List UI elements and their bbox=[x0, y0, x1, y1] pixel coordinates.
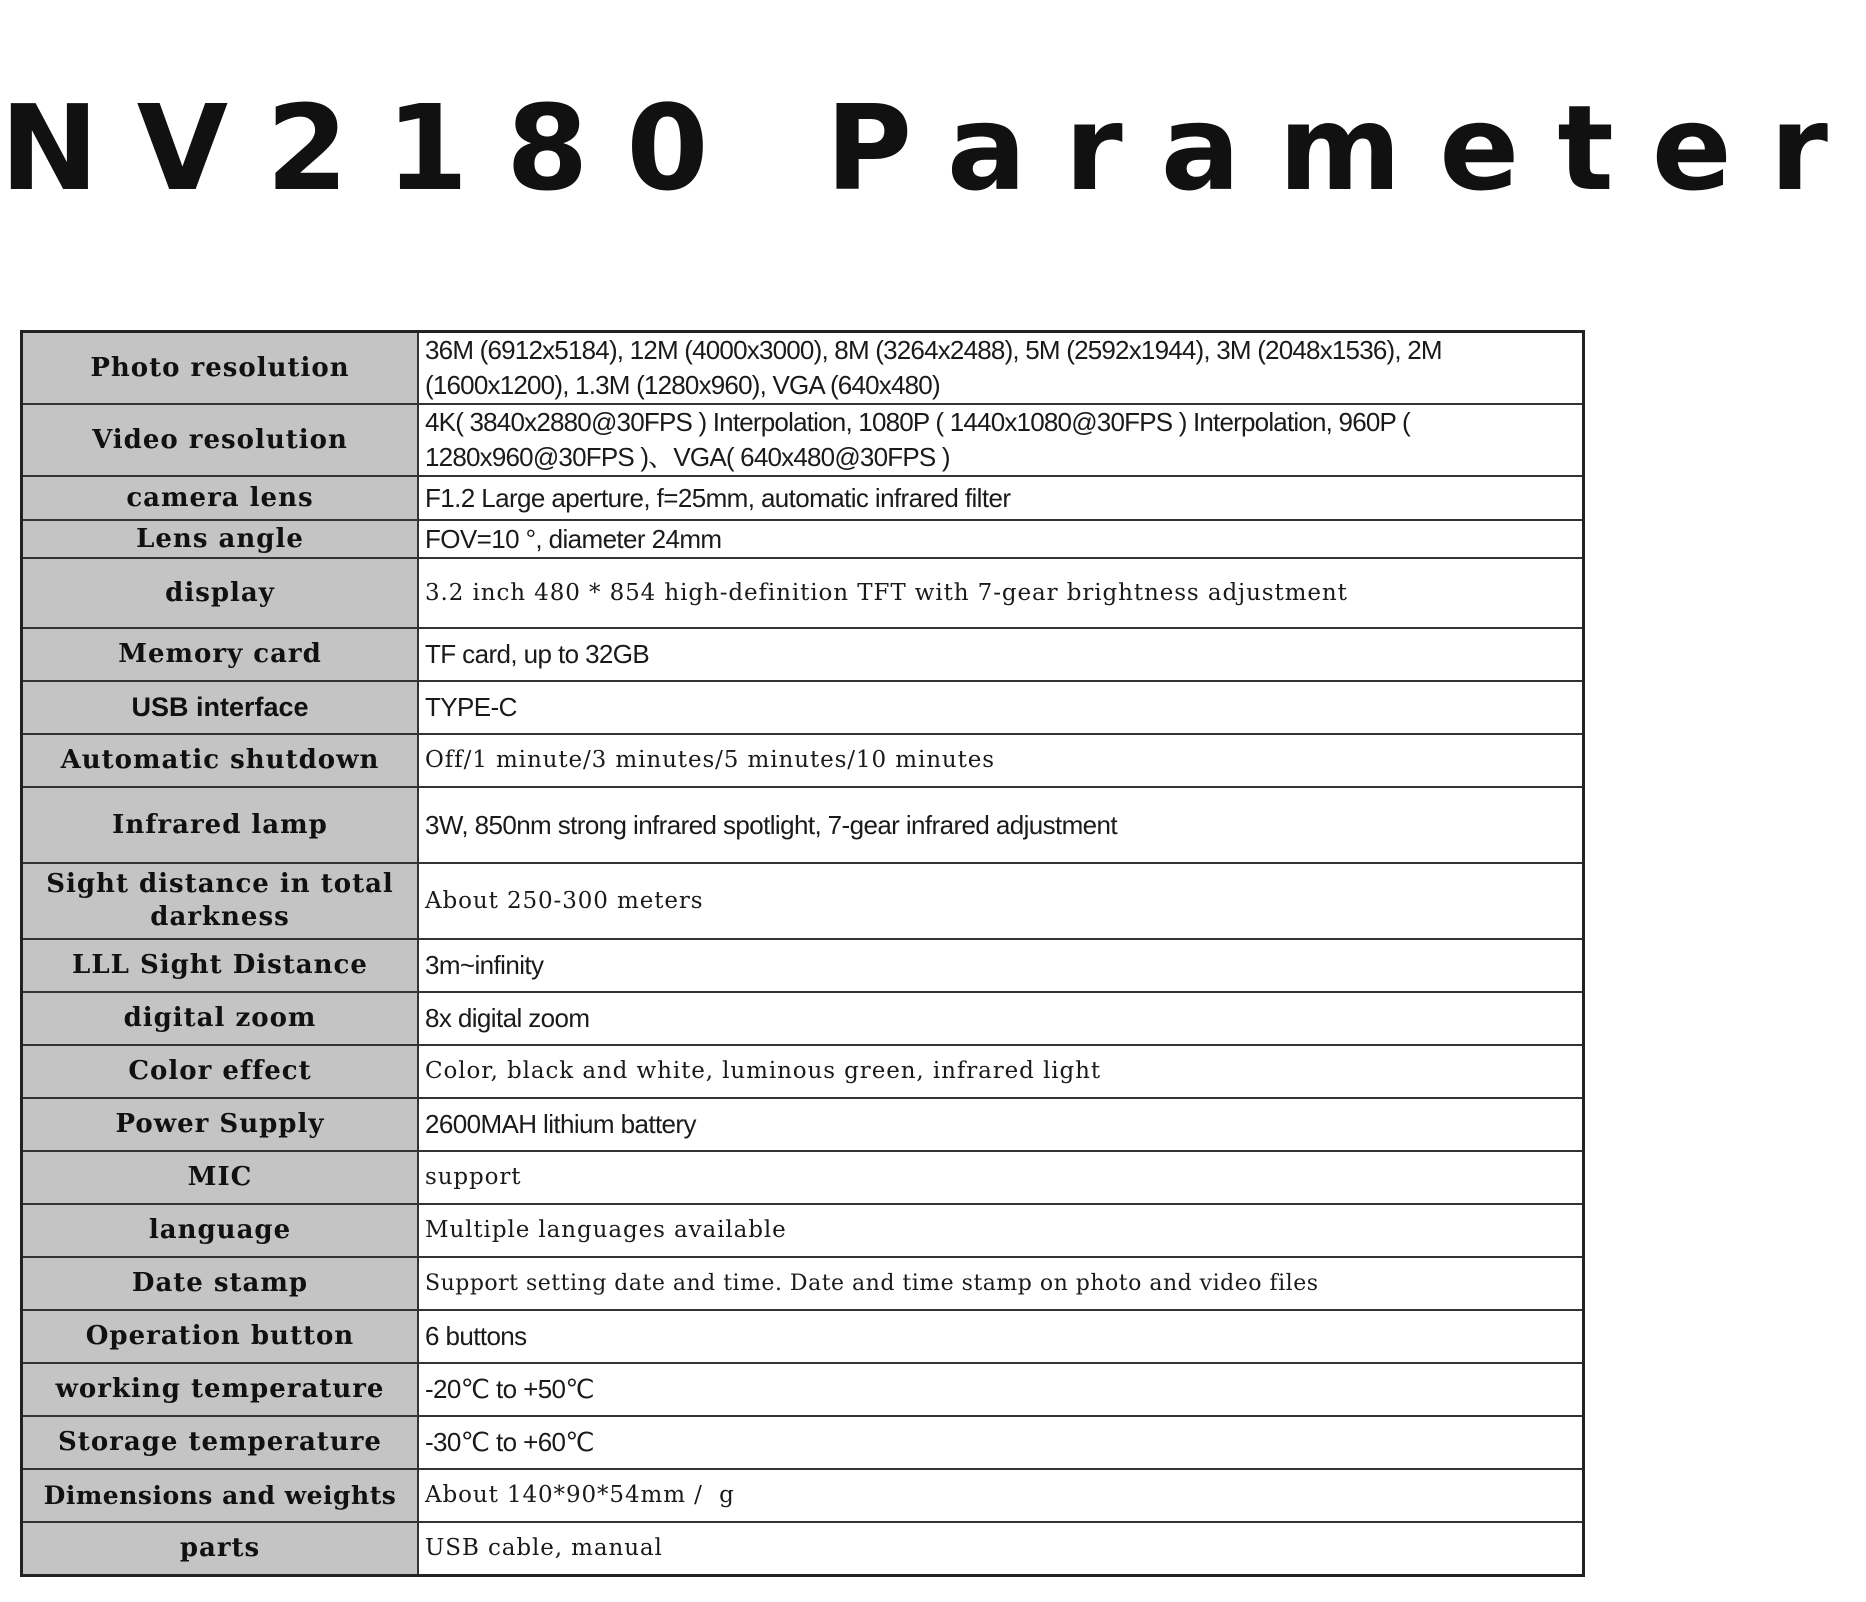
row-value: Multiple languages available bbox=[418, 1204, 1584, 1257]
table-row bbox=[22, 332, 1584, 405]
row-value: FOV=10 °, diameter 24mm bbox=[418, 520, 1584, 558]
table-row bbox=[22, 734, 1584, 787]
table-row bbox=[22, 1310, 1584, 1363]
row-label: Date stamp bbox=[22, 1257, 419, 1310]
row-label: Operation button bbox=[22, 1310, 419, 1363]
row-label: Storage temperature bbox=[22, 1416, 419, 1469]
parameter-table bbox=[20, 330, 1585, 1577]
table-row bbox=[22, 558, 1584, 628]
table-row bbox=[22, 1469, 1584, 1522]
row-value: USB cable, manual bbox=[418, 1522, 1584, 1575]
row-value: F1.2 Large aperture, f=25mm, automatic infrared filter bbox=[418, 476, 1584, 520]
row-label: parts bbox=[22, 1522, 419, 1575]
row-label: MIC bbox=[22, 1151, 419, 1204]
table-row bbox=[22, 520, 1584, 558]
row-label: Dimensions and weights bbox=[22, 1469, 419, 1522]
table-row bbox=[22, 628, 1584, 681]
row-label: display bbox=[22, 558, 419, 628]
row-value: 4K( 3840x2880@30FPS ) Interpolation, 1080P ( 1440x1080@30FPS ) Interpolation, 960P ( 1280x960@30FPS )、VGA( 640x480@30FPS ) bbox=[418, 404, 1584, 476]
row-label: digital zoom bbox=[22, 992, 419, 1045]
table-row bbox=[22, 404, 1584, 476]
row-value: 8x digital zoom bbox=[418, 992, 1584, 1045]
row-value: TYPE-C bbox=[418, 681, 1584, 734]
table-row bbox=[22, 992, 1584, 1045]
row-label: Automatic shutdown bbox=[22, 734, 419, 787]
page-title: NV2180 Parameter bbox=[0, 79, 1866, 217]
row-label: USB interface bbox=[22, 681, 419, 734]
row-label: camera lens bbox=[22, 476, 419, 520]
row-value: 3W, 850nm strong infrared spotlight, 7-gear infrared adjustment bbox=[418, 787, 1584, 863]
row-label: language bbox=[22, 1204, 419, 1257]
table-row bbox=[22, 1204, 1584, 1257]
table-row bbox=[22, 476, 1584, 520]
row-label: Memory card bbox=[22, 628, 419, 681]
row-value: support bbox=[418, 1151, 1584, 1204]
row-label: Color effect bbox=[22, 1045, 419, 1098]
table-row bbox=[22, 787, 1584, 863]
row-value: About 140*90*54mm / g bbox=[418, 1469, 1584, 1522]
row-value: -30℃ to +60℃ bbox=[418, 1416, 1584, 1469]
table-row bbox=[22, 1257, 1584, 1310]
row-value: 2600MAH lithium battery bbox=[418, 1098, 1584, 1151]
table-row bbox=[22, 863, 1584, 939]
row-label: Sight distance in total darkness bbox=[22, 863, 419, 939]
row-value: Color, black and white, luminous green, infrared light bbox=[418, 1045, 1584, 1098]
table-row bbox=[22, 1522, 1584, 1575]
table-row bbox=[22, 1098, 1584, 1151]
table-row bbox=[22, 939, 1584, 992]
row-label: working temperature bbox=[22, 1363, 419, 1416]
table-row bbox=[22, 1151, 1584, 1204]
row-value: 3m~infinity bbox=[418, 939, 1584, 992]
row-value: -20℃ to +50℃ bbox=[418, 1363, 1584, 1416]
table-row bbox=[22, 681, 1584, 734]
row-label: Video resolution bbox=[22, 404, 419, 476]
table-row bbox=[22, 1416, 1584, 1469]
row-label: Infrared lamp bbox=[22, 787, 419, 863]
row-value: Off/1 minute/3 minutes/5 minutes/10 minutes bbox=[418, 734, 1584, 787]
row-label: Power Supply bbox=[22, 1098, 419, 1151]
row-label: Photo resolution bbox=[22, 332, 419, 405]
row-label: Lens angle bbox=[22, 520, 419, 558]
table-row bbox=[22, 1045, 1584, 1098]
row-value: 36M (6912x5184), 12M (4000x3000), 8M (3264x2488), 5M (2592x1944), 3M (2048x1536), 2M (1600x1200), 1.3M (1280x960), VGA (640x480) bbox=[418, 332, 1584, 405]
row-value: TF card, up to 32GB bbox=[418, 628, 1584, 681]
row-label: LLL Sight Distance bbox=[22, 939, 419, 992]
row-value: 6 buttons bbox=[418, 1310, 1584, 1363]
row-value: 3.2 inch 480 * 854 high-definition TFT with 7-gear brightness adjustment bbox=[418, 558, 1584, 628]
row-value: About 250-300 meters bbox=[418, 863, 1584, 939]
row-value: Support setting date and time. Date and time stamp on photo and video files bbox=[418, 1257, 1584, 1310]
table-row bbox=[22, 1363, 1584, 1416]
